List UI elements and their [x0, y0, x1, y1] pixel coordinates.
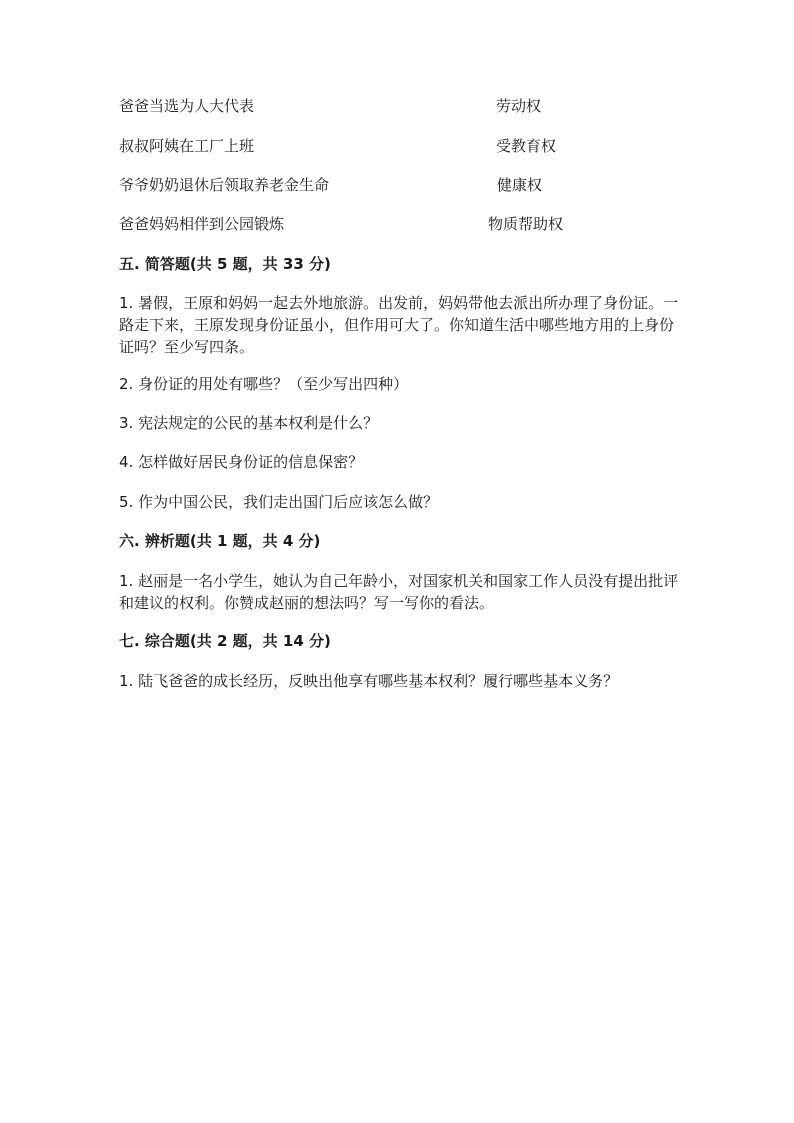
matching-right-item: 劳动权: [496, 97, 542, 115]
matching-row: [119, 135, 679, 157]
matching-left-item: 爸爸妈妈相伴到公园锻炼: [119, 215, 285, 233]
matching-row: [119, 174, 679, 196]
matching-left-item: 爸爸当选为人大代表: [119, 97, 255, 115]
matching-right-item: 受教育权: [496, 137, 557, 155]
question-text: 1. 赵丽是一名小学生，她认为自己年龄小，对国家机关和国家工作人员没有提出批评和建议的权利。你赞成赵丽的想法吗？写一写你的看法。: [119, 572, 679, 612]
question-text: 3. 宪法规定的公民的基本权利是什么？: [119, 414, 379, 432]
matching-right-item: 物质帮助权: [488, 215, 564, 233]
question-text: 5. 作为中国公民，我们走出国门后应该怎么做？: [119, 493, 439, 511]
matching-row: [119, 213, 679, 235]
section-title: 五. 简答题(共 5 题，共 33 分): [119, 255, 331, 273]
question-text: 4. 怎样做好居民身份证的信息保密？: [119, 453, 364, 471]
matching-left-item: 叔叔阿姨在工厂上班: [119, 137, 255, 155]
question-text: 1. 陆飞爸爸的成长经历，反映出他享有哪些基本权利？履行哪些基本义务？: [119, 672, 619, 690]
question-text: 2. 身份证的用处有哪些？（至少写出四种）: [119, 375, 409, 393]
question-text: 1. 暑假，王原和妈妈一起去外地旅游。出发前，妈妈带他去派出所办理了身份证。一路走下来，王原发现身份证虽小，但作用可大了。你知道生活中哪些地方用的上身份证吗？至少写四条。: [119, 294, 679, 356]
section-title: 六. 辨析题(共 1 题，共 4 分): [119, 532, 321, 550]
section-title: 七. 综合题(共 2 题，共 14 分): [119, 632, 331, 650]
matching-row: [119, 95, 679, 117]
matching-right-item: 健康权: [497, 176, 543, 194]
matching-left-item: 爷爷奶奶退休后领取养老金生命: [119, 176, 330, 194]
